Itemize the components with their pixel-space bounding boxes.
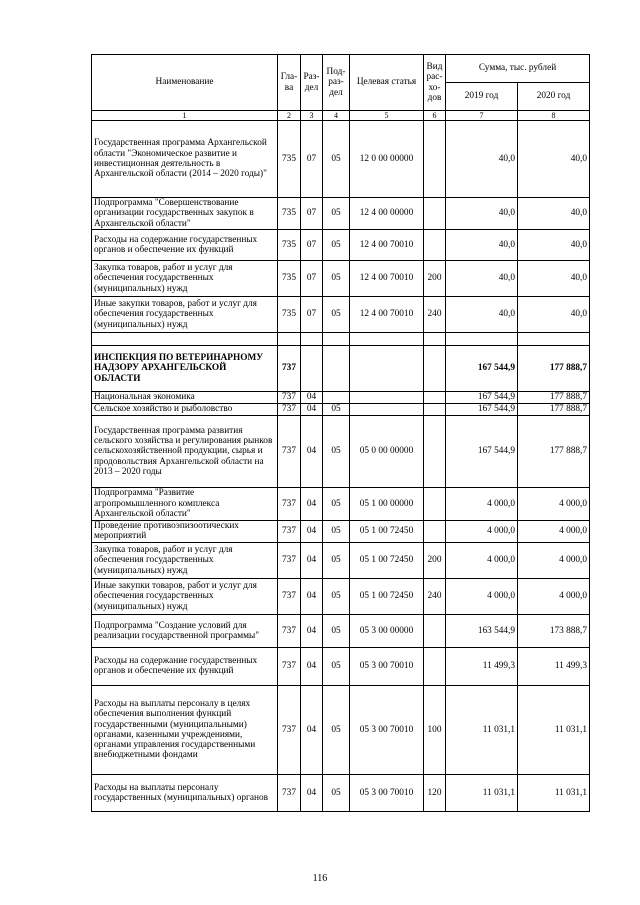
row-2019: 163 544,9 [446, 614, 518, 647]
row-razdel: 07 [301, 260, 323, 296]
row-2019: 11 499,3 [446, 647, 518, 685]
header-podrazdel: Под-раз-дел [323, 55, 350, 111]
row-name: Расходы на выплаты персоналу государственных (муниципальных) органов [92, 774, 278, 811]
row-target: 05 3 00 00000 [350, 614, 424, 647]
row-razdel: 07 [301, 296, 323, 332]
row-podrazdel: 05 [323, 487, 350, 520]
row-vid [424, 332, 446, 345]
row-vid [424, 487, 446, 520]
row-target [350, 345, 424, 391]
row-glava: 737 [278, 685, 301, 774]
row-target: 05 1 00 00000 [350, 487, 424, 520]
row-glava: 735 [278, 121, 301, 198]
row-podrazdel: 05 [323, 229, 350, 260]
row-razdel: 04 [301, 685, 323, 774]
header-target: Целевая статья [350, 55, 424, 111]
budget-table [91, 54, 590, 812]
row-2020: 177 888,7 [518, 345, 590, 391]
row-glava: 737 [278, 415, 301, 487]
header-2019: 2019 год [446, 83, 518, 111]
row-name: Подпрограмма "Развитие агропромышленного комплекса Архангельской области" [92, 487, 278, 520]
row-glava: 737 [278, 578, 301, 614]
row-razdel: 04 [301, 391, 323, 403]
row-2020: 177 888,7 [518, 403, 590, 415]
row-2019: 4 000,0 [446, 542, 518, 578]
row-2019: 4 000,0 [446, 578, 518, 614]
row-target: 05 0 00 00000 [350, 415, 424, 487]
row-name: Расходы на выплаты персоналу в целях обеспечения выполнения функций государственными (муниципальными) органами, казенными учреждениями, органами управления государственными внебюджетными фондами [92, 685, 278, 774]
table-row [92, 614, 590, 647]
row-target: 12 4 00 70010 [350, 296, 424, 332]
table-row [92, 229, 590, 260]
col-number: 8 [518, 111, 590, 121]
row-2019: 40,0 [446, 121, 518, 198]
table-row [92, 345, 590, 391]
row-vid [424, 345, 446, 391]
row-vid [424, 403, 446, 415]
row-name: Подпрограмма "Совершенствование организации государственных закупок в Архангельской области" [92, 198, 278, 230]
row-target: 12 0 00 00000 [350, 121, 424, 198]
row-2019: 40,0 [446, 198, 518, 230]
header-razdel: Раз-дел [301, 55, 323, 111]
row-podrazdel: 05 [323, 403, 350, 415]
row-vid [424, 520, 446, 542]
row-2019 [446, 332, 518, 345]
row-2019: 4 000,0 [446, 487, 518, 520]
row-name: Сельское хозяйство и рыболовство [92, 403, 278, 415]
row-razdel: 04 [301, 415, 323, 487]
row-razdel: 07 [301, 121, 323, 198]
row-2019: 4 000,0 [446, 520, 518, 542]
row-2020: 40,0 [518, 296, 590, 332]
table-row [92, 578, 590, 614]
table-row [92, 520, 590, 542]
row-name [92, 332, 278, 345]
row-vid: 120 [424, 774, 446, 811]
row-podrazdel: 05 [323, 296, 350, 332]
row-2020: 173 888,7 [518, 614, 590, 647]
row-name: Государственная программа Архангельской области "Экономическое развитие и инвестиционная деятельность в Архангельской области (2014 – 2020 годы)" [92, 121, 278, 198]
col-number: 3 [301, 111, 323, 121]
row-podrazdel [323, 345, 350, 391]
table-row [92, 647, 590, 685]
row-podrazdel: 05 [323, 578, 350, 614]
table-row [92, 685, 590, 774]
row-glava: 737 [278, 614, 301, 647]
row-target: 12 4 00 00000 [350, 198, 424, 230]
row-name: Расходы на содержание государственных органов и обеспечение их функций [92, 647, 278, 685]
row-podrazdel: 05 [323, 520, 350, 542]
row-name: Подпрограмма "Создание условий для реализации государственной программы" [92, 614, 278, 647]
row-target: 05 1 00 72450 [350, 520, 424, 542]
row-vid [424, 415, 446, 487]
row-name: Иные закупки товаров, работ и услуг для обеспечения государственных (муниципальных) нужд [92, 296, 278, 332]
column-numbers-row [92, 111, 590, 121]
row-vid [424, 198, 446, 230]
row-vid [424, 614, 446, 647]
row-glava: 735 [278, 198, 301, 230]
row-vid: 240 [424, 296, 446, 332]
row-2020: 40,0 [518, 229, 590, 260]
header-2020: 2020 год [518, 83, 590, 111]
row-podrazdel: 05 [323, 415, 350, 487]
row-razdel: 04 [301, 614, 323, 647]
header-sum: Сумма, тыс. рублей [446, 55, 590, 83]
row-glava: 737 [278, 487, 301, 520]
table-row [92, 391, 590, 403]
row-razdel: 07 [301, 198, 323, 230]
row-2019: 167 544,9 [446, 345, 518, 391]
row-vid: 100 [424, 685, 446, 774]
row-podrazdel: 05 [323, 542, 350, 578]
row-target [350, 391, 424, 403]
row-razdel: 04 [301, 578, 323, 614]
table-row [92, 260, 590, 296]
row-podrazdel: 05 [323, 647, 350, 685]
row-vid: 240 [424, 578, 446, 614]
row-2020: 11 031,1 [518, 774, 590, 811]
row-podrazdel: 05 [323, 121, 350, 198]
row-name: Проведение противоэпизоотических мероприятий [92, 520, 278, 542]
row-2020: 177 888,7 [518, 391, 590, 403]
row-name: Иные закупки товаров, работ и услуг для обеспечения государственных (муниципальных) нужд [92, 578, 278, 614]
row-razdel: 04 [301, 487, 323, 520]
row-2020: 4 000,0 [518, 487, 590, 520]
col-number: 4 [323, 111, 350, 121]
row-glava: 737 [278, 403, 301, 415]
row-target [350, 403, 424, 415]
row-glava: 737 [278, 542, 301, 578]
row-podrazdel: 05 [323, 685, 350, 774]
row-vid: 200 [424, 260, 446, 296]
row-glava: 737 [278, 520, 301, 542]
row-razdel: 04 [301, 542, 323, 578]
table-row [92, 403, 590, 415]
header-glava: Гла-ва [278, 55, 301, 111]
row-2020: 40,0 [518, 198, 590, 230]
row-razdel [301, 345, 323, 391]
table-row [92, 415, 590, 487]
row-name: Закупка товаров, работ и услуг для обеспечения государственных (муниципальных) нужд [92, 260, 278, 296]
row-vid [424, 229, 446, 260]
row-2019: 11 031,1 [446, 774, 518, 811]
row-name: Государственная программа развития сельского хозяйства и регулирования рынков сельскохозяйственной продукции, сырья и продовольствия Архангельской области на 2013 – 2020 годы [92, 415, 278, 487]
row-glava: 737 [278, 345, 301, 391]
row-target: 05 3 00 70010 [350, 647, 424, 685]
row-2020: 40,0 [518, 121, 590, 198]
row-2020: 11 031,1 [518, 685, 590, 774]
row-podrazdel [323, 332, 350, 345]
row-name: Расходы на содержание государственных органов и обеспечение их функций [92, 229, 278, 260]
table-row [92, 332, 590, 345]
col-number: 2 [278, 111, 301, 121]
row-podrazdel: 05 [323, 614, 350, 647]
row-2020: 11 499,3 [518, 647, 590, 685]
row-name: Национальная экономика [92, 391, 278, 403]
row-podrazdel: 05 [323, 774, 350, 811]
row-podrazdel [323, 391, 350, 403]
table-row [92, 121, 590, 198]
row-razdel: 04 [301, 774, 323, 811]
row-podrazdel: 05 [323, 198, 350, 230]
table-row [92, 198, 590, 230]
row-vid [424, 391, 446, 403]
header-vid: Вид рас-хо-дов [424, 55, 446, 111]
row-target: 12 4 00 70010 [350, 229, 424, 260]
row-vid: 200 [424, 542, 446, 578]
row-glava: 737 [278, 391, 301, 403]
row-glava: 735 [278, 296, 301, 332]
row-2020: 4 000,0 [518, 578, 590, 614]
row-2019: 167 544,9 [446, 403, 518, 415]
row-2019: 167 544,9 [446, 415, 518, 487]
row-razdel: 04 [301, 647, 323, 685]
row-2019: 40,0 [446, 229, 518, 260]
row-razdel [301, 332, 323, 345]
table-row [92, 542, 590, 578]
row-target: 12 4 00 70010 [350, 260, 424, 296]
row-podrazdel: 05 [323, 260, 350, 296]
col-number: 7 [446, 111, 518, 121]
row-2019: 40,0 [446, 260, 518, 296]
row-target [350, 332, 424, 345]
row-target: 05 1 00 72450 [350, 578, 424, 614]
row-razdel: 04 [301, 403, 323, 415]
row-2019: 167 544,9 [446, 391, 518, 403]
row-2019: 11 031,1 [446, 685, 518, 774]
table-row [92, 296, 590, 332]
row-name: Закупка товаров, работ и услуг для обеспечения государственных (муниципальных) нужд [92, 542, 278, 578]
row-2020: 177 888,7 [518, 415, 590, 487]
row-target: 05 1 00 72450 [350, 542, 424, 578]
page-number: 116 [312, 873, 328, 884]
row-glava: 737 [278, 774, 301, 811]
row-razdel: 04 [301, 520, 323, 542]
header-name: Наименование [92, 55, 278, 111]
row-glava: 735 [278, 229, 301, 260]
col-number: 1 [92, 111, 278, 121]
row-razdel: 07 [301, 229, 323, 260]
row-glava: 737 [278, 647, 301, 685]
row-vid [424, 647, 446, 685]
row-2020: 40,0 [518, 260, 590, 296]
table-row [92, 487, 590, 520]
row-glava [278, 332, 301, 345]
row-2020 [518, 332, 590, 345]
row-2019: 40,0 [446, 296, 518, 332]
row-target: 05 3 00 70010 [350, 685, 424, 774]
col-number: 6 [424, 111, 446, 121]
row-2020: 4 000,0 [518, 520, 590, 542]
row-vid [424, 121, 446, 198]
row-glava: 735 [278, 260, 301, 296]
row-2020: 4 000,0 [518, 542, 590, 578]
row-name: ИНСПЕКЦИЯ ПО ВЕТЕРИНАРНОМУ НАДЗОРУ АРХАНГЕЛЬСКОЙ ОБЛАСТИ [92, 345, 278, 391]
row-target: 05 3 00 70010 [350, 774, 424, 811]
table-row [92, 774, 590, 811]
col-number: 5 [350, 111, 424, 121]
